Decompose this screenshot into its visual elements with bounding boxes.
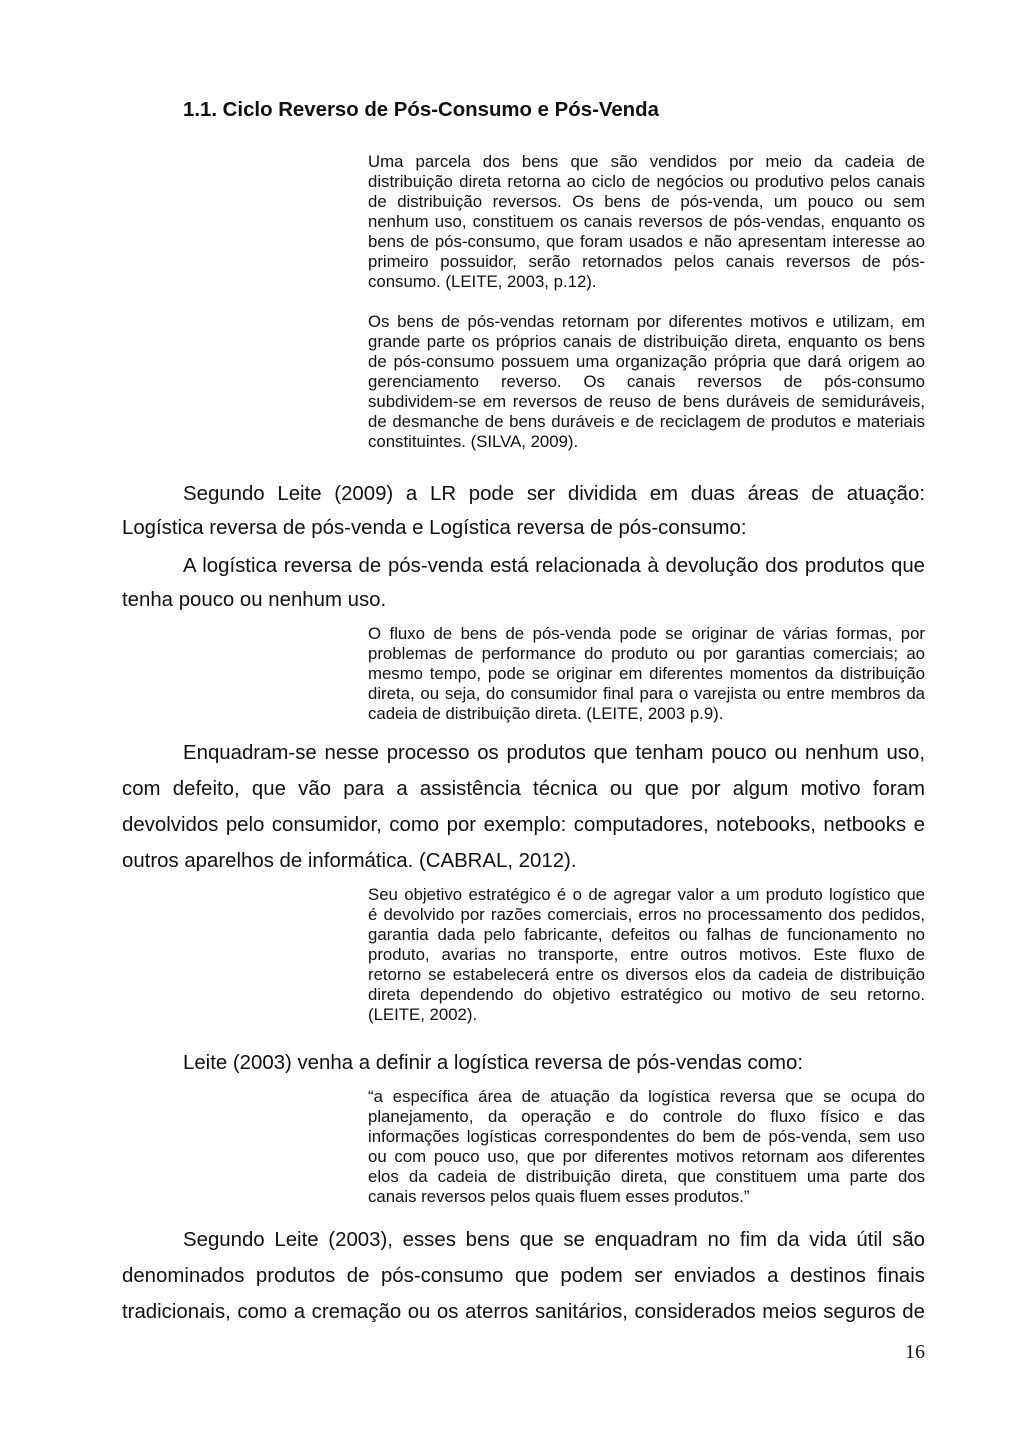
quote-line: Os bens de pós-vendas retornam por diferentes motivos e utilizam, em [368,312,925,331]
paragraph-line: Segundo Leite (2003), esses bens que se enquadram no fim da vida útil são [183,1229,925,1251]
quote-line: direta dependendo do objetivo estratégico ou motivo de seu retorno. [368,985,925,1004]
quote-line: planejamento, da operação e do controle do fluxo físico e das [368,1107,925,1126]
quote-line: O fluxo de bens de pós-venda pode se originar de várias formas, por [368,624,925,643]
paragraph-line: tenha pouco ou nenhum uso. [122,589,387,611]
paragraph-line: A logística reversa de pós-venda está relacionada à devolução dos produtos que [183,555,925,577]
quote-line: é devolvido por razões comerciais, erros no processamento dos pedidos, [368,905,925,924]
quote-line: cadeia de distribuição direta. (LEITE, 2003 p.9). [368,704,724,723]
quote-line: gerenciamento reverso. Os canais reversos de pós-consumo [368,372,925,391]
quote-line: informações logísticas correspondentes do bem de pós-venda, sem uso [368,1127,925,1146]
quote-line: subdividem-se em reversos de reuso de bens duráveis de semiduráveis, [368,392,925,411]
paragraph-line: com defeito, que vão para a assistência técnica ou que por algum motivo foram [122,778,925,800]
quote-line: ou com pouco uso, que por diferentes motivos retornam aos diferentes [368,1147,925,1166]
body-paragraph [122,1045,925,1081]
page-number: 16 [905,1341,925,1363]
quote-line: grande parte os próprios canais de distribuição direta, enquanto os bens [368,332,925,351]
block-quote [368,1087,925,1207]
quote-line: direta, ou seja, do consumidor final para o varejista ou entre membros da [368,684,925,703]
quote-line: canais reversos pelos quais fluem esses produtos.” [368,1187,750,1206]
quote-line: bens de pós-consumo, que foram usados e não apresentam interesse ao [368,232,925,251]
paragraph-line: outros aparelhos de informática. (CABRAL, 2012). [122,850,577,872]
quote-line: constituintes. (SILVA, 2009). [368,432,579,451]
body-paragraph [122,477,925,545]
quote-line: consumo. (LEITE, 2003, p.12). [368,272,597,291]
body-paragraph [122,735,925,879]
quote-line: (LEITE, 2002). [368,1005,478,1024]
block-quote [368,152,925,292]
block-quote [368,624,925,724]
quote-line: de pós-consumo possuem uma organização própria que dará origem ao [368,352,925,371]
quote-line: retorno se estabelecerá entre os diversos elos da cadeia de distribuição [368,965,925,984]
quote-line: Seu objetivo estratégico é o de agregar valor a um produto logístico que [368,885,925,904]
quote-line: nenhum uso, constituem os canais reversos de pós-vendas, enquanto os [368,212,925,231]
paragraph-line: devolvidos pelo consumidor, como por exemplo: computadores, notebooks, netbooks e [122,814,925,836]
quote-line: primeiro possuidor, serão retornados pelos canais reversos de pós- [368,252,925,271]
quote-line: Uma parcela dos bens que são vendidos por meio da cadeia de [368,152,925,171]
paragraph-line: Logística reversa de pós-venda e Logística reversa de pós-consumo: [122,517,747,539]
quote-line: distribuição direta retorna ao ciclo de negócios ou produtivo pelos canais [368,172,925,191]
section-heading: 1.1. Ciclo Reverso de Pós-Consumo e Pós-Venda [183,99,659,121]
paragraph-line: Enquadram-se nesse processo os produtos que tenham pouco ou nenhum uso, [183,742,925,764]
paragraph-line: Leite (2003) venha a definir a logística reversa de pós-vendas como: [183,1052,804,1074]
quote-line: garantia dada pelo fabricante, defeitos ou falhas de funcionamento no [368,925,925,944]
block-quote [368,885,925,1025]
block-quote [368,312,925,452]
body-paragraph [122,549,925,617]
quote-line: de desmanche de bens duráveis e de reciclagem de produtos e materiais [368,412,925,431]
quote-line: de distribuição reversos. Os bens de pós-venda, um pouco ou sem [368,192,925,211]
quote-line: problemas de performance do produto ou por garantias comerciais; ao [368,644,925,663]
body-paragraph [122,1222,925,1330]
paragraph-line: denominados produtos de pós-consumo que podem ser enviados a destinos finais [122,1265,925,1287]
quote-line: “a específica área de atuação da logística reversa que se ocupa do [368,1087,925,1106]
quote-line: elos da cadeia de distribuição direta, que constituem uma parte dos [368,1167,925,1186]
quote-line: mesmo tempo, pode se originar em diferentes momentos da distribuição [368,664,925,683]
quote-line: produto, avarias no transporte, entre outros motivos. Este fluxo de [368,945,925,964]
paragraph-line: Segundo Leite (2009) a LR pode ser dividida em duas áreas de atuação: [183,483,925,505]
paragraph-line: tradicionais, como a cremação ou os aterros sanitários, considerados meios seguros de [122,1301,925,1323]
